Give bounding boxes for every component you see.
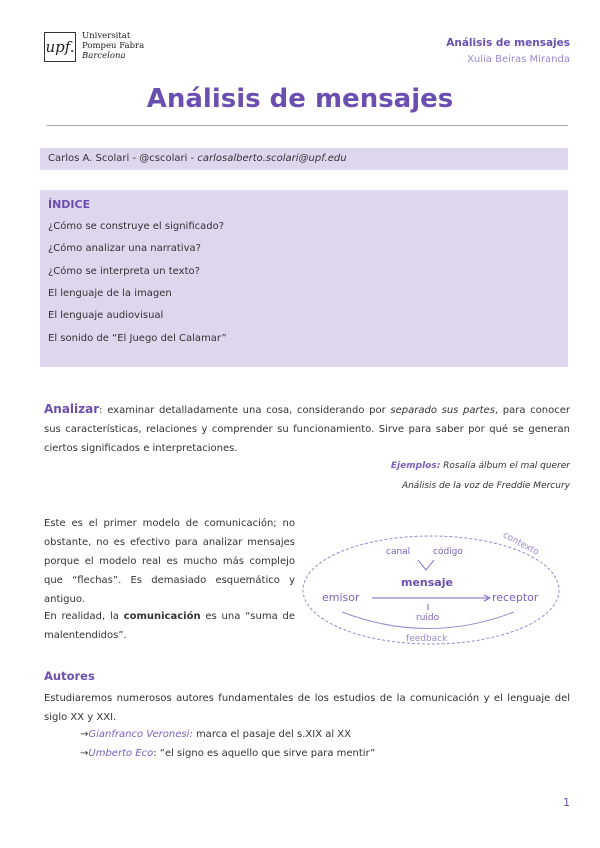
definition-emphasis: separado sus partes	[390, 405, 495, 416]
diagram-noise: ruido	[416, 613, 440, 623]
upf-logo-mark: upf.	[44, 32, 76, 62]
diagram-code: código	[433, 547, 463, 557]
diagram-receiver: receptor	[492, 591, 539, 604]
examples-line-1	[391, 461, 570, 471]
page-number: 1	[563, 796, 570, 809]
upf-logo	[44, 30, 164, 64]
author-item: →Gianfranco Veronesi: marca el pasaje del s.XIX al XX	[80, 729, 352, 740]
author-item: →Umberto Eco: “el signo es aquello que sirve para mentir”	[80, 748, 376, 759]
diagram-feedback: feedback	[406, 634, 448, 644]
header-title: Análisis de mensajes	[446, 37, 570, 49]
diagram-channel: canal	[386, 547, 411, 557]
diagram-message: mensaje	[401, 576, 453, 589]
context-ellipse	[303, 536, 559, 644]
communication-text: es una “suma de malentendidos”.	[44, 611, 295, 641]
diagram-context: contexto	[500, 530, 541, 558]
author-description: : “el signo es aquello que sirve para mentir”	[153, 748, 376, 759]
author-description: marca el pasaje del s.XIX al XX	[192, 729, 352, 740]
index-item[interactable]: El lenguaje de la imagen	[48, 288, 172, 299]
communication-paragraph	[44, 607, 295, 645]
index-item[interactable]: ¿Cómo se construye el significado?	[48, 221, 225, 232]
definition-text: , para conocer sus características, relaciones y comprender su funcionamiento. Sirve para saber por qué se generan ciertos significados e interpretaciones.	[44, 405, 570, 454]
definition-term: Analizar	[44, 402, 100, 416]
header-author: Xulia Beiras Miranda	[467, 54, 570, 65]
communication-text: En realidad, la	[44, 611, 124, 622]
model-paragraph: Este es el primer modelo de comunicación; no obstante, no es efectivo para analizar mensajes porque el modelo real es mucho más complejo que “flechas”. Es demasiado esquemático y antiguo.	[44, 518, 295, 605]
definition-text: : examinar detalladamente una cosa, considerando por	[99, 405, 391, 416]
index-box	[40, 190, 568, 367]
author-email[interactable]: carlosalberto.scolari@upf.edu	[197, 153, 347, 164]
logo-line: Universitat	[82, 31, 131, 41]
examples-label: Ejemplos:	[390, 461, 441, 471]
index-item[interactable]: El sonido de “El Juego del Calamar”	[48, 333, 227, 344]
index-item[interactable]: ¿Cómo analizar una narrativa?	[48, 243, 201, 254]
author-name: Carlos A. Scolari - @cscolari -	[48, 153, 198, 164]
diagram-sender: emisor	[322, 591, 360, 604]
author-name: Gianfranco Veronesi:	[88, 729, 193, 740]
author-bar	[40, 148, 568, 170]
authors-intro: Estudiaremos numerosos autores fundamentales de los estudios de la comunicación y el lenguaje del siglo XX y XXI.	[44, 693, 570, 723]
logo-line: Pompeu Fabra	[82, 41, 145, 51]
examples-line-2: Análisis de la voz de Freddie Mercury	[401, 481, 570, 491]
index-item[interactable]: El lenguaje audiovisual	[48, 310, 164, 321]
logo-line: Barcelona	[82, 51, 126, 61]
definition-paragraph	[44, 400, 570, 458]
upf-logo-text	[82, 31, 144, 61]
example-item: Rosalía álbum el mal querer	[440, 461, 570, 471]
page-title: Análisis de mensajes	[146, 84, 454, 114]
title-divider	[46, 125, 568, 126]
index-item[interactable]: ¿Cómo se interpreta un texto?	[48, 266, 200, 277]
channel-code-arrows	[418, 560, 434, 570]
communication-keyword: comunicación	[123, 611, 201, 622]
index-title: ÍNDICE	[48, 198, 91, 211]
communication-model-diagram	[300, 520, 562, 650]
authors-heading: Autores	[44, 669, 95, 683]
author-name: Umberto Eco	[88, 748, 154, 759]
